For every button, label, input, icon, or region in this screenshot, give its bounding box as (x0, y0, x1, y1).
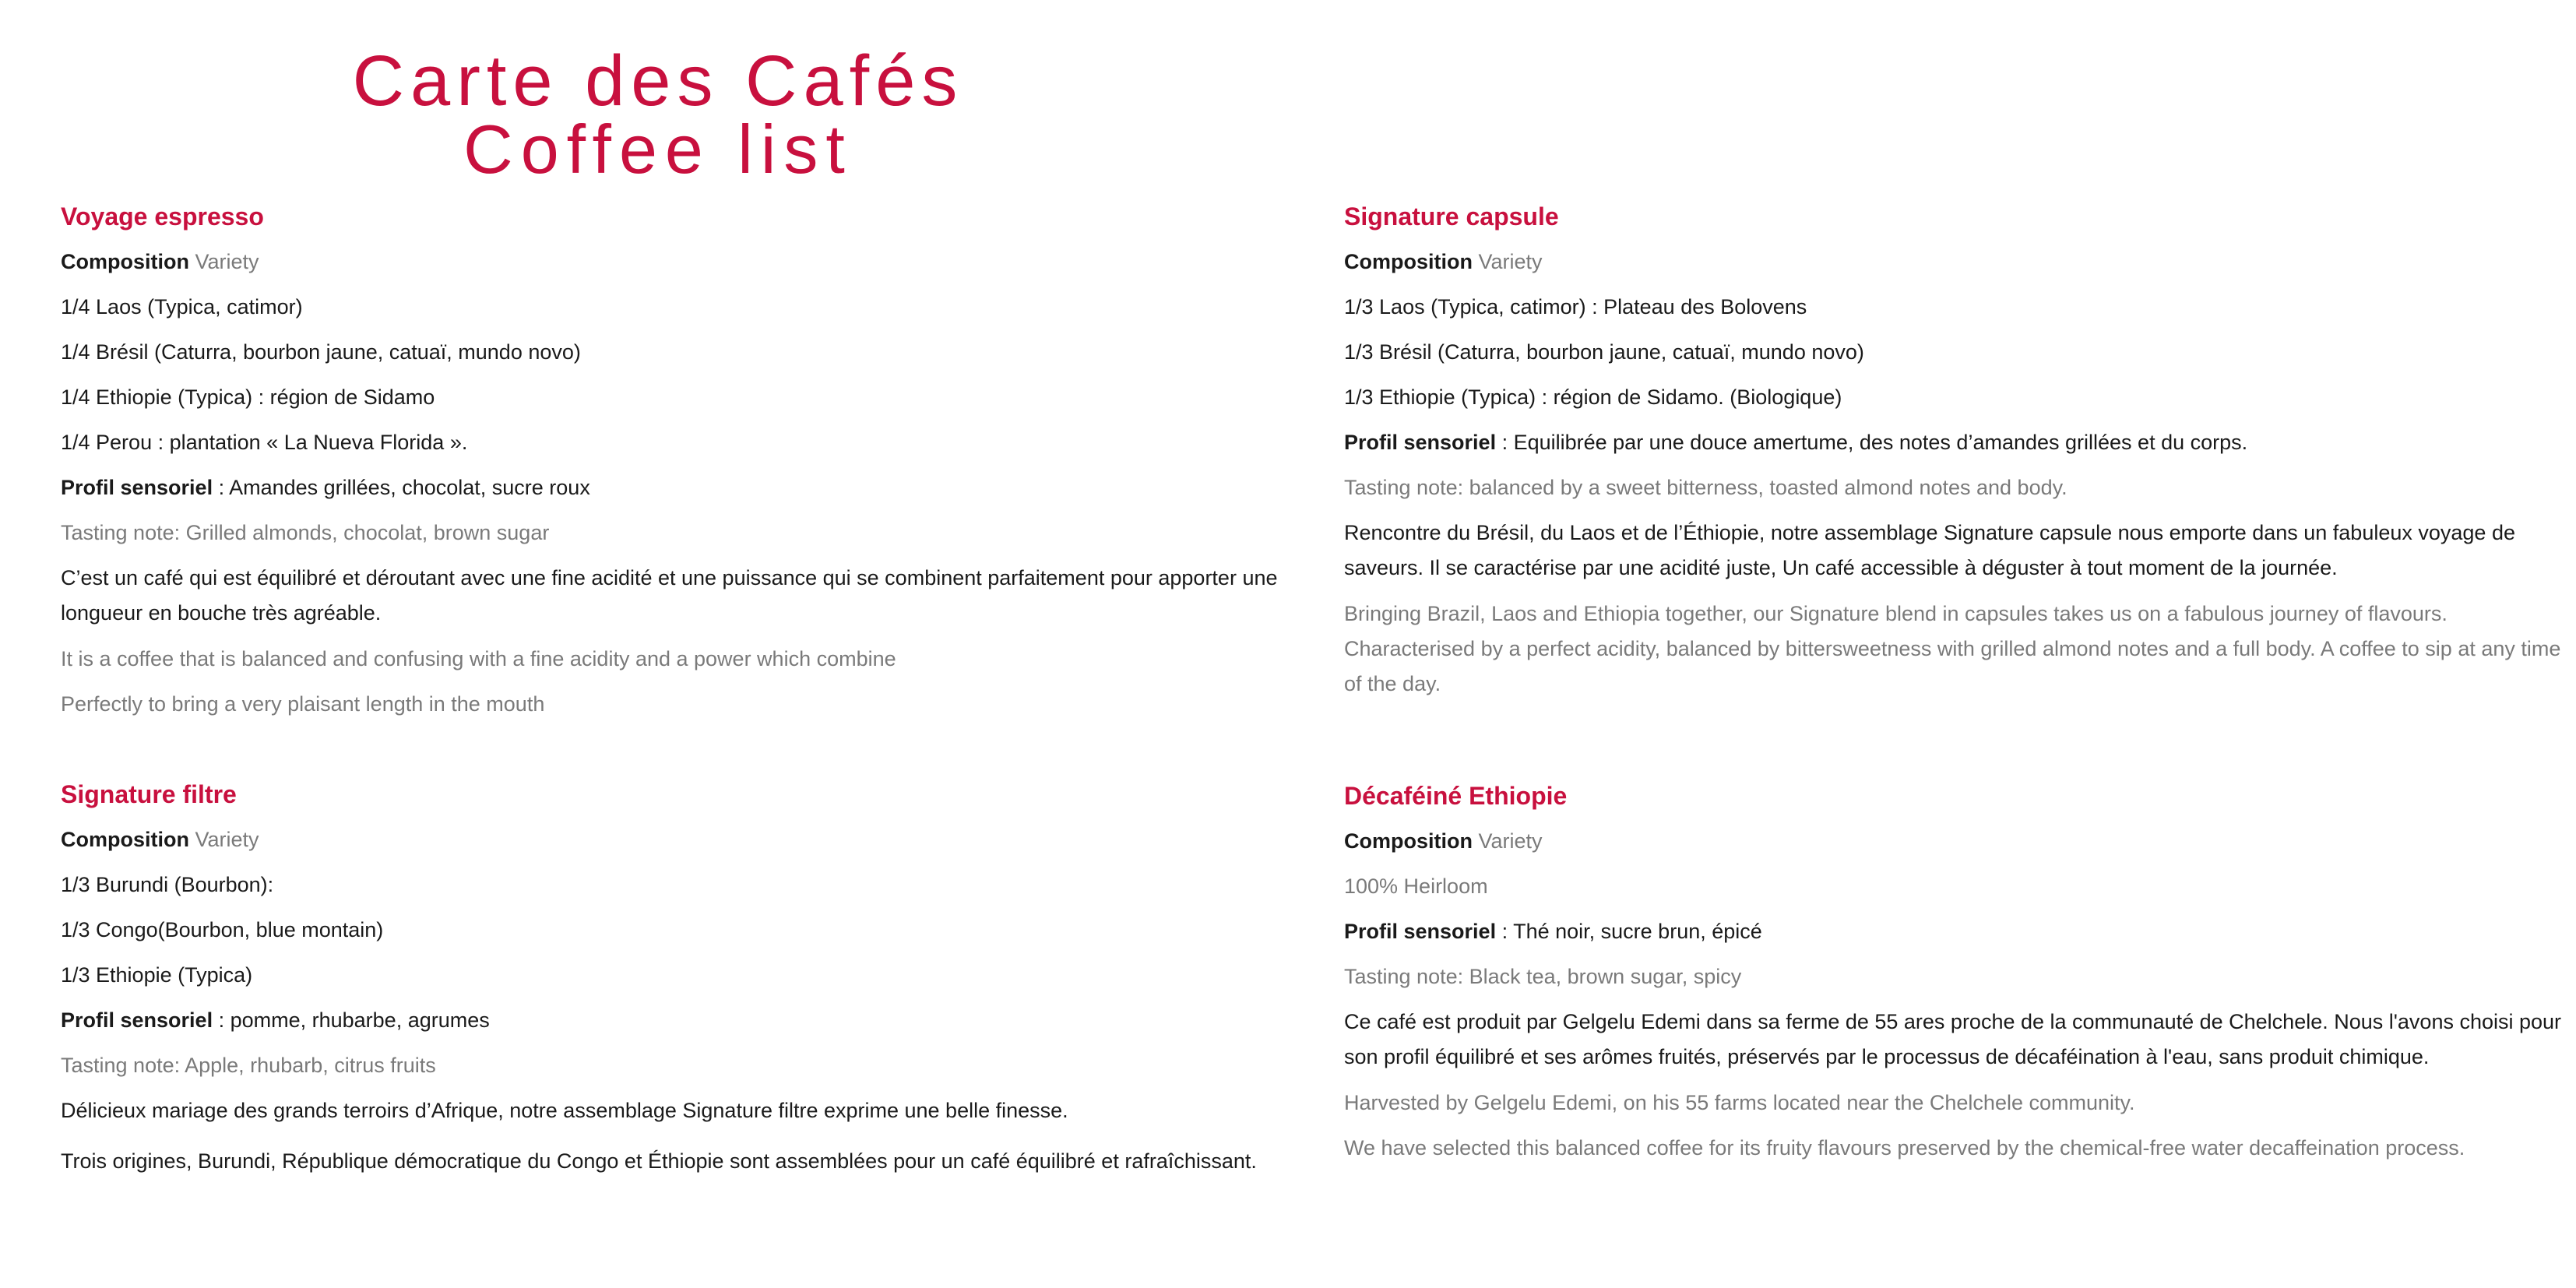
profile-label: Profil sensoriel (1344, 431, 1497, 454)
page-subtitle: Coffee list (463, 111, 853, 188)
section-signature-filtre (61, 777, 1283, 1195)
profile-line (1344, 425, 2567, 459)
section-title: Signature capsule (1344, 202, 1559, 231)
page-title-block (339, 41, 977, 188)
composition-sub: Variety (1478, 250, 1543, 273)
composition-label: Composition (61, 828, 189, 851)
composition-item: 1/3 Laos (Typica, catimor) : Plateau des Bolovens (1344, 295, 1807, 318)
description-en: Perfectly to bring a very plaisant length in the mouth (61, 692, 545, 716)
composition-item: 1/4 Perou : plantation « La Nueva Florida ». (61, 431, 468, 454)
composition-line (61, 822, 1283, 857)
profile-line (1344, 914, 2567, 948)
composition-item: 1/4 Ethiopie (Typica) : région de Sidamo (61, 385, 435, 409)
variety-line: 100% Heirloom (1344, 875, 1488, 898)
composition-item: 1/3 Ethiopie (Typica) : région de Sidamo. (Biologique) (1344, 385, 1842, 409)
profile-label: Profil sensoriel (61, 476, 213, 499)
composition-sub: Variety (195, 250, 259, 273)
description-en: Harvested by Gelgelu Edemi, on his 55 farms located near the Chelchele community. (1344, 1091, 2135, 1114)
profile-line (61, 1003, 1283, 1037)
description-fr: Ce café est produit par Gelgelu Edemi dans sa ferme de 55 ares proche de la communauté de Chelchele. Nous l'avons choisi pour son profil équilibré et ses arômes fruités, préservés par le processus de décaféination à l'eau, sans produit chimique. (1344, 1010, 2562, 1068)
profile-text: : Amandes grillées, chocolat, sucre roux (213, 476, 590, 499)
composition-item: 1/4 Laos (Typica, catimor) (61, 295, 303, 318)
composition-label: Composition (1344, 250, 1473, 273)
composition-sub: Variety (1478, 829, 1543, 853)
section-title: Décaféiné Ethiopie (1344, 782, 1568, 810)
description-fr: Trois origines, Burundi, République démocratique du Congo et Éthiopie sont assemblées pour un café équilibré et rafraîchissant. (61, 1149, 1257, 1173)
profile-text: : pomme, rhubarbe, agrumes (213, 1008, 490, 1032)
profile-text: : Thé noir, sucre brun, épicé (1496, 920, 1762, 943)
tasting-note: Tasting note: Apple, rhubarb, citrus fruits (61, 1054, 436, 1077)
section-title: Signature filtre (61, 780, 237, 808)
composition-label: Composition (1344, 829, 1473, 853)
section-decafeine-ethiopie (1344, 779, 2567, 1176)
tasting-note: Tasting note: balanced by a sweet bitterness, toasted almond notes and body. (1344, 476, 2067, 499)
page-title: Carte des Cafés (352, 41, 964, 121)
section-voyage-espresso (61, 199, 1283, 732)
section-signature-capsule (1344, 199, 2567, 713)
tasting-note: Tasting note: Black tea, brown sugar, spicy (1344, 965, 1742, 988)
description-fr: Rencontre du Brésil, du Laos et de l’Éthiopie, notre assemblage Signature capsule nous emporte dans un fabuleux voyage de saveurs. Il se caractérise par une acidité juste, Un café accessible à déguster à tout moment de la journée. (1344, 521, 2515, 579)
composition-line (1344, 824, 2567, 858)
description-en: It is a coffee that is balanced and confusing with a fine acidity and a power which combine (61, 647, 896, 670)
description-en: We have selected this balanced coffee for its fruity flavours preserved by the chemical-free water decaffeination process. (1344, 1136, 2465, 1160)
description-en: Bringing Brazil, Laos and Ethiopia together, our Signature blend in capsules takes us on a fabulous journey of flavours. Characterised by a perfect acidity, balanced by bittersweetness with grilled almond notes and a full body. A coffee to sip at any time of the day. (1344, 602, 2561, 695)
composition-item: 1/3 Ethiopie (Typica) (61, 963, 253, 987)
description-fr: C’est un café qui est équilibré et déroutant avec une fine acidité et une puissance qui se combinent parfaitement pour apporter une longueur en bouche très agréable. (61, 566, 1278, 625)
profile-label: Profil sensoriel (61, 1008, 213, 1032)
description-fr: Délicieux mariage des grands terroirs d’Afrique, notre assemblage Signature filtre exprime une belle finesse. (61, 1099, 1068, 1122)
composition-sub: Variety (195, 828, 259, 851)
composition-item: 1/4 Brésil (Caturra, bourbon jaune, catuaï, mundo novo) (61, 340, 581, 364)
composition-line (1344, 245, 2567, 279)
profile-line (61, 470, 1283, 505)
composition-line (61, 245, 1283, 279)
profile-text: : Equilibrée par une douce amertume, des notes d’amandes grillées et du corps. (1496, 431, 2248, 454)
section-title: Voyage espresso (61, 202, 264, 231)
profile-label: Profil sensoriel (1344, 920, 1497, 943)
composition-item: 1/3 Congo(Bourbon, blue montain) (61, 918, 384, 941)
composition-label: Composition (61, 250, 189, 273)
composition-item: 1/3 Brésil (Caturra, bourbon jaune, catuaï, mundo novo) (1344, 340, 1864, 364)
composition-item: 1/3 Burundi (Bourbon): (61, 873, 274, 896)
tasting-note: Tasting note: Grilled almonds, chocolat, brown sugar (61, 521, 550, 544)
